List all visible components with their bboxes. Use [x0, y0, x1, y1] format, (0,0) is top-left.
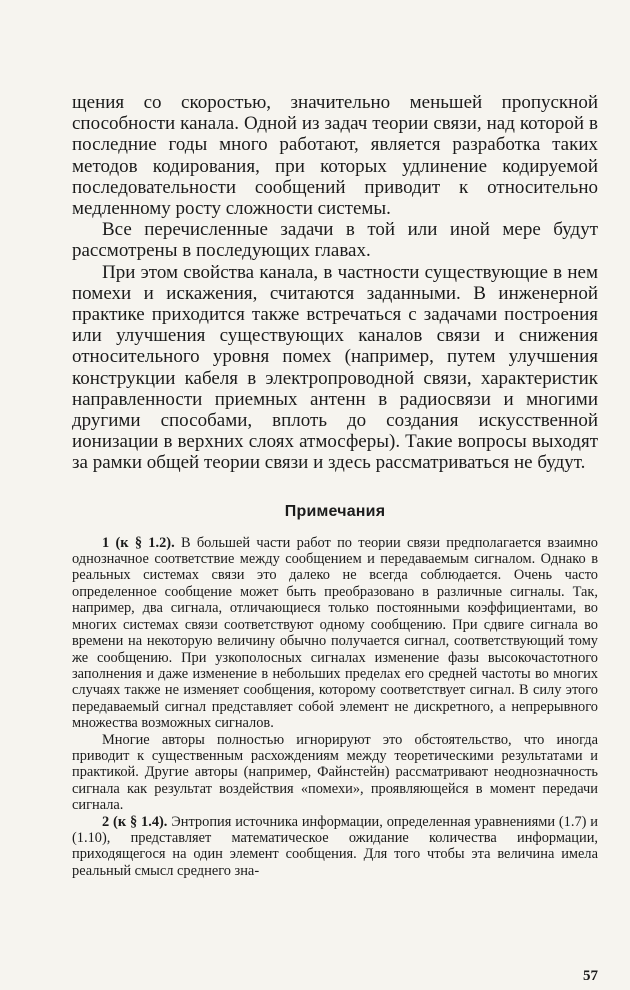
note-2 — [72, 814, 598, 880]
page-number: 57 — [583, 968, 598, 984]
page-body — [72, 92, 598, 879]
notes-title: Примечания — [284, 502, 386, 520]
note-1-label: 1 (к § 1.2). — [102, 534, 175, 551]
note-2-label: 2 (к § 1.4). — [102, 813, 168, 830]
main-paragraph-2: Все перечисленные задачи в той или иной мере будут рассмотрены в последующих главах. — [72, 219, 598, 262]
note-1 — [72, 535, 598, 732]
main-paragraph-3: При этом свойства канала, в частности существующие в нем помехи и искажения, считаются заданными. В инженерной практике приходится также встречаться с задачами построения или улучшения существующих каналов связи и снижения относительного уровня помех (например, путем улучшения конструкции кабеля в электропроводной связи, характеристик направленности приемных антенн в радиосвязи и многими другими способами, вплоть до создания искусственной ионизации в верхних слоях атмосферы). Такие вопросы выходят за рамки общей теории связи и здесь рассматриваться не будут. — [72, 261, 598, 474]
note-1-text: В большей части работ по теории связи предполагается взаимно однозначное соответствие между сообщением и передаваемым сигналом. Однако в реальных системах связи это далеко не всегда соблюдается. Очень часто определенное сообщение может быть преобразовано в различные сигналы. Так, например, два сигнала, отличающиеся только постоянными коэффициентами, во многих системах связи соответствуют одному сообщению. При сдвиге сигнала во времени на некоторую величину обычно получается сигнал, соответствующий тому же сообщению. При узкополосных сигналах изменение фазы высокочастотного заполнения и даже изменение в небольших пределах его средней частоты во многих случаях также не изменяет сообщения, которому соответствует сигнал. В силу этого передаваемый сигнал представляет собой элемент не дискретного, а непрерывного множества возможных сигналов. — [72, 534, 598, 732]
main-paragraph-1: щения со скоростью, значительно меньшей пропускной способности канала. Одной из задач теории связи, над которой в последние годы много работают, является разработка таких методов кодирования, при которых удлинение кодируемой последовательности сообщений приводит к относительно медленному росту сложности системы. — [72, 92, 598, 220]
main-text — [72, 92, 598, 474]
notes-section — [72, 535, 598, 880]
note-2-text: Энтропия источника информации, определенная уравнениями (1.7) и (1.10), представляет математическое ожидание количества информации, приходящегося на один элемент сообщения. Для того чтобы эта величина имела реальный смысл среднего зна- — [72, 813, 598, 879]
note-1-continuation: Многие авторы полностью игнорируют это обстоятельство, что иногда приводит к существенным расхождениям между теоретическими результатами и практикой. Другие авторы (например, Файнстейн) рассматривают неоднозначность сигнала как результат воздействия «помехи», проявляющейся в момент передачи сигнала. — [72, 731, 598, 814]
